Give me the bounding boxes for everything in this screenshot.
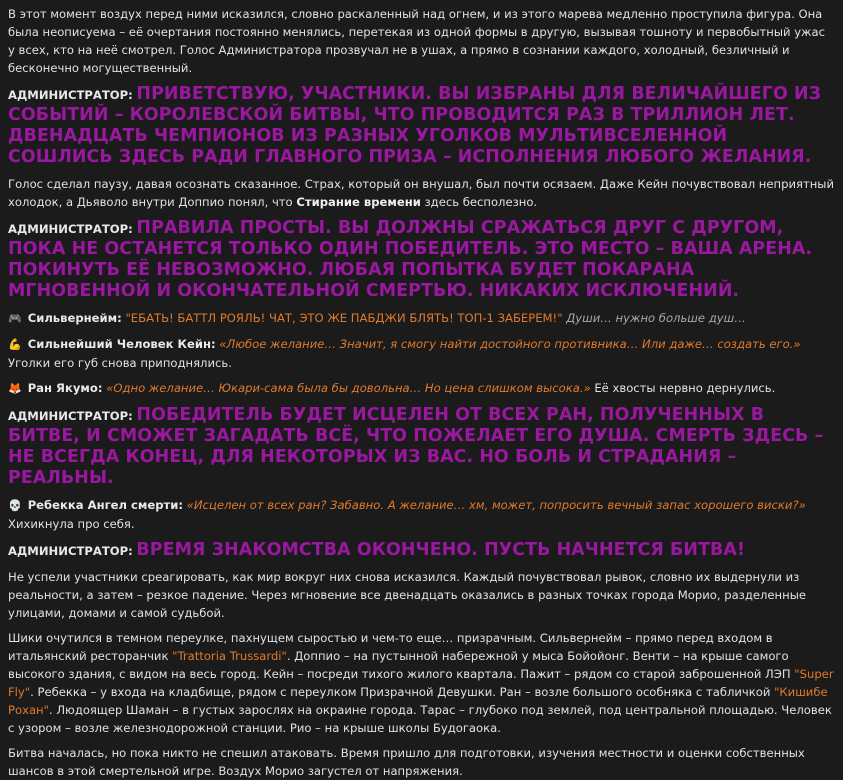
character-action: Уголки его губ снова приподнялись.: [8, 356, 232, 370]
fox-icon: 🦊: [8, 382, 22, 395]
narration-text: Голос сделал паузу, давая осознать сказанное. Страх, который он внушал, был почти осязаем. Даже Кейн почувствовал неприятный холодок, а Дьяволо внутри Доппио понял, что: [8, 177, 834, 209]
character-quote: «Одно желание… Юкари-сама была бы довольна… Но цена слишком высока.»: [106, 381, 591, 395]
admin-speaker-label: АДМИНИСТРАТОР:: [8, 222, 133, 236]
speaker-name: Сильвернейм:: [27, 311, 122, 325]
character-line-silvername: [8, 309, 835, 328]
character-aside: Души… нужно больше душ…: [566, 311, 746, 325]
narration-paragraph: Не успели участники среагировать, как мир вокруг них снова исказился. Каждый почувствовал рывок, словно их выдернули из реальности, а затем – резкое падение. Через мгновение все двенадцать оказались в разных точках города Морио, разделенные улицами, домами и самой судьбой.: [8, 570, 806, 620]
character-line-ran: [8, 379, 835, 398]
admin-message: [8, 84, 835, 168]
narration-paragraph: [8, 629, 835, 737]
admin-message: [8, 405, 835, 489]
narration-paragraph: [8, 175, 835, 211]
admin-message: [8, 218, 835, 302]
narration-bold-text: Стирание времени: [296, 195, 421, 209]
narration-text: . Доппио – на пустынной набережной у мыса Бойойонг. Венти – на крыше самого высокого здания, с видом на весь город. Кейн – посреди тихого жилого квартала. Пажит – рядом со старой заброшенной ЛЭП: [8, 649, 795, 681]
flexed-bicep-icon: 💪: [8, 338, 22, 351]
place-name-highlight: "Trattoria Trussardi": [172, 649, 287, 663]
character-quote: «Исцелен от всех ран? Забавно. А желание… хм, может, попросить вечный запас хорошего виски?»: [186, 498, 806, 512]
gamepad-icon: 🎮: [8, 312, 22, 325]
admin-shout-text: ПОБЕДИТЕЛЬ БУДЕТ ИСЦЕЛЕН ОТ ВСЕХ РАН, ПОЛУЧЕННЫХ В БИТВЕ, И СМОЖЕТ ЗАГАДАТЬ ВСЁ, ЧТО ПОЖЕЛАЕТ ЕГО ДУША. СМЕРТЬ ЗДЕСЬ – НЕ ВСЕГДА КОНЕЦ, ДЛЯ НЕКОТОРЫХ ИЗ ВАС. НО БОЛЬ И СТРАДАНИЯ – РЕАЛЬНЫ.: [8, 405, 824, 488]
narration-text: . Ребекка – у входа на кладбище, рядом с переулком Призрачной Девушки. Ран – возле большого особняка с табличкой: [30, 685, 775, 699]
admin-speaker-label: АДМИНИСТРАТОР:: [8, 544, 133, 558]
admin-shout-text: ПРАВИЛА ПРОСТЫ. ВЫ ДОЛЖНЫ СРАЖАТЬСЯ ДРУГ С ДРУГОМ, ПОКА НЕ ОСТАНЕТСЯ ТОЛЬКО ОДИН ПОБЕДИТЕЛЬ. ЭТО МЕСТО – ВАША АРЕНА. ПОКИНУТЬ ЕЁ НЕВОЗМОЖНО. ЛЮБАЯ ПОПЫТКА БУДЕТ ПОКАРАНА МГНОВЕННОЙ И ОКОНЧАТЕЛЬНОЙ СМЕРТЬЮ. НИКАКИХ ИСКЛЮЧЕНИЙ.: [8, 218, 813, 301]
narration-paragraph: Битва началась, но пока никто не спешил атаковать. Время пришло для подготовки, изучения местности и оценки собственных шансов в этой смертельной игре. Воздух Морио загустел от напряжения.: [8, 746, 805, 778]
place-name-highlight: "Кишибе Рохан": [8, 685, 828, 717]
admin-shout-text: ВРЕМЯ ЗНАКОМСТВА ОКОНЧЕНО. ПУСТЬ НАЧНЕТСЯ БИТВА!: [136, 540, 745, 560]
character-quote: "ЕБАТЬ! БАТТЛ РОЯЛЬ! ЧАТ, ЭТО ЖЕ ПАБДЖИ БЛЯТЬ! ТОП-1 ЗАБЕРЕМ!": [125, 311, 563, 325]
place-name-highlight: "Super Fly": [8, 667, 834, 699]
character-action: Её хвосты нервно дернулись.: [590, 381, 776, 395]
character-line-rebecca: [8, 496, 835, 533]
speaker-name: Сильнейший Человек Кейн:: [27, 337, 216, 351]
admin-message: [8, 540, 835, 561]
narration-text: Шики очутился в темном переулке, пахнущем сыростью и чем-то еще… призрачным. Сильвернейм – прямо перед входом в итальянский ресторанчик: [8, 631, 773, 663]
admin-shout-text: ПРИВЕТСТВУЮ, УЧАСТНИКИ. ВЫ ИЗБРАНЫ ДЛЯ ВЕЛИЧАЙШЕГО ИЗ СОБЫТИЙ – КОРОЛЕВСКОЙ БИТВЫ, ЧТО ПРОВОДИТСЯ РАЗ В ТРИЛЛИОН ЛЕТ. ДВЕНАДЦАТЬ ЧЕМПИОНОВ ИЗ РАЗНЫХ УГОЛКОВ МУЛЬТИВСЕЛЕННОЙ СОШЛИСЬ ЗДЕСЬ РАДИ ГЛАВНОГО ПРИЗА – ИСПОЛНЕНИЯ ЛЮБОГО ЖЕЛАНИЯ.: [8, 84, 822, 167]
narration-text: . Людоящер Шаман – в густых зарослях на окраине города. Тарас – глубоко под землей, под центральной площадью. Человек с узором – возле железнодорожной станции. Рио – на крыше школы Будогаока.: [8, 703, 832, 735]
narration-text: здесь бесполезно.: [420, 195, 538, 209]
character-line-kane: [8, 335, 835, 372]
character-quote: «Любое желание… Значит, я смогу найти достойного противника… Или даже… создать его.»: [219, 337, 801, 351]
speaker-name: Ран Якумо:: [27, 381, 103, 395]
narration-paragraph: В этот момент воздух перед ними исказился, словно раскаленный над огнем, и из этого марева медленно проступила фигура. Она была неописуема – её очертания постоянно менялись, перетекая из одной формы в другую, вызывая тошноту и первобытный ужас у всех, кто на неё смотрел. Голос Администратора прозвучал не в ушах, а прямо в сознании каждого, холодный, безличный и бесконечно могущественный.: [8, 7, 825, 75]
admin-speaker-label: АДМИНИСТРАТОР:: [8, 88, 133, 102]
character-action: Хихикнула про себя.: [8, 517, 135, 531]
speaker-name: Ребекка Ангел смерти:: [27, 498, 184, 512]
skull-icon: 💀: [8, 499, 22, 512]
admin-speaker-label: АДМИНИСТРАТОР:: [8, 409, 133, 423]
